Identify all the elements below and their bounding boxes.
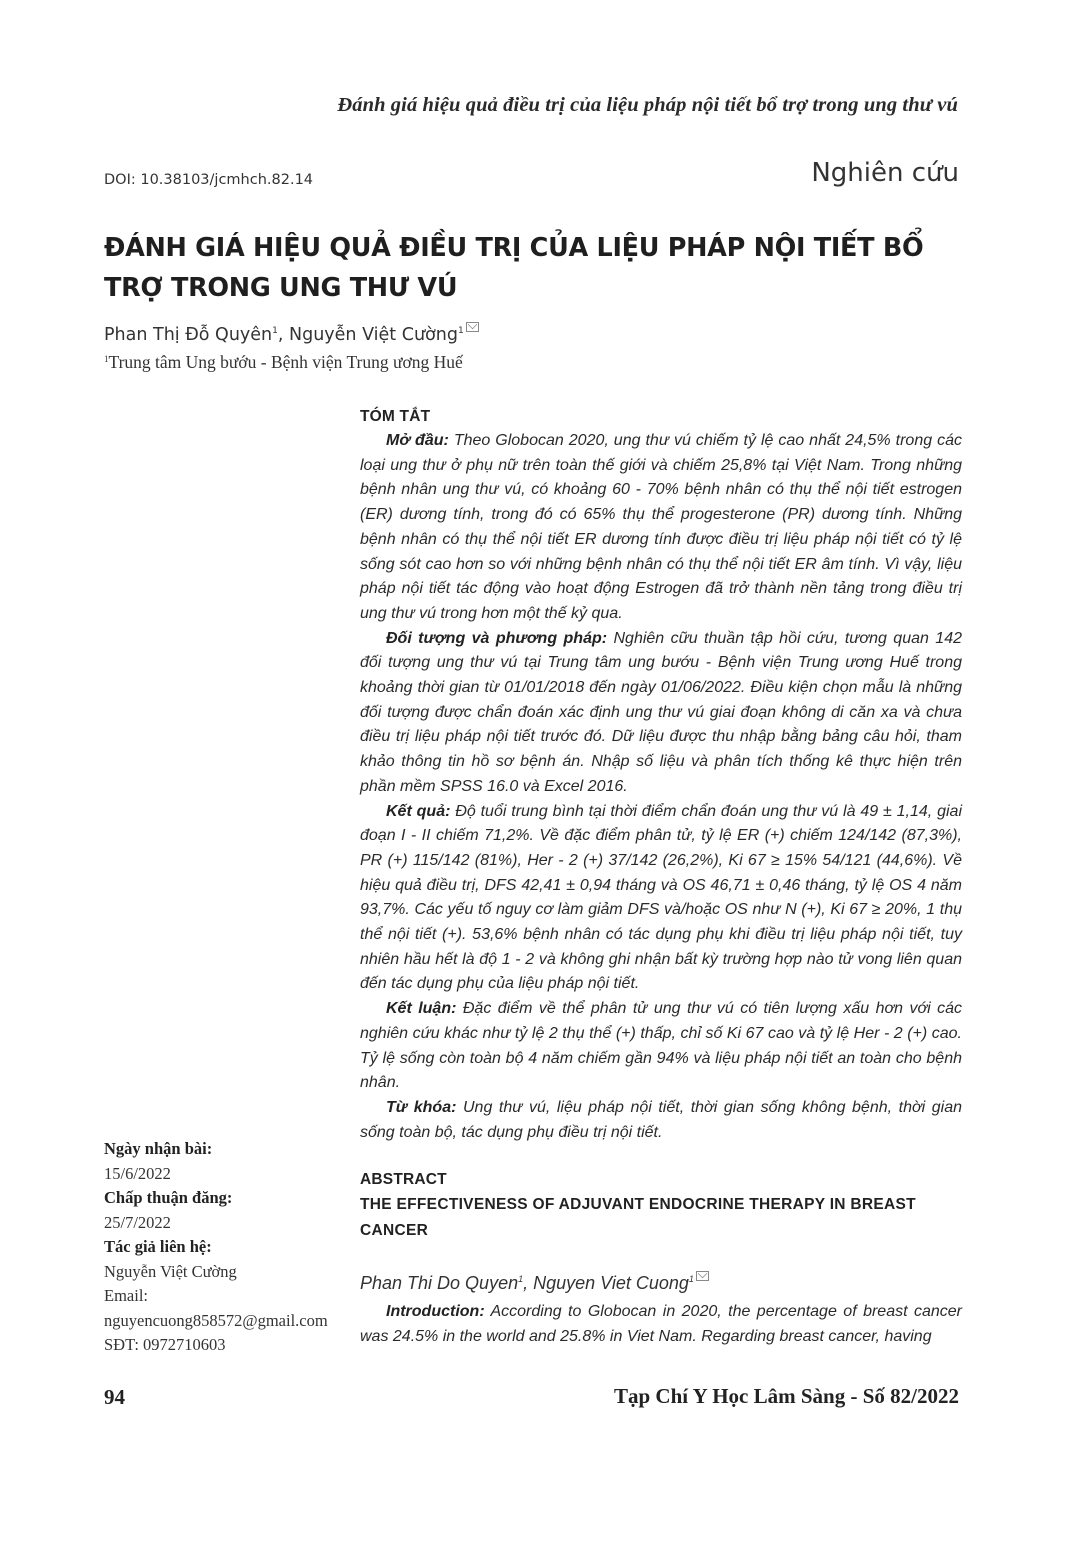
affiliation-marker: 1 bbox=[457, 326, 464, 336]
affiliation-marker: 1 bbox=[518, 1274, 524, 1285]
accepted-label: Chấp thuận đăng: bbox=[104, 1188, 233, 1207]
doi-link[interactable]: DOI: 10.38103/jcmhch.82.14 bbox=[104, 172, 314, 188]
article-metadata-sidebar bbox=[104, 1137, 354, 1358]
section-text: Theo Globocan 2020, ung thư vú chiếm tỷ lệ cao nhất 24,5% trong các loại ung thư ở phụ nữ trên toàn thế giới và chiếm 25,8% tại Việt Nam. Trong những bệnh nhân ung thư vú, có khoảng 60 - 70% bệnh nhân có thụ thể nội tiết estrogen (ER) dương tính, trong đó có 65% thụ thể progesterone (PR) dương tính. Những bệnh nhân có thụ thể nội tiết ER dương tính được điều trị liệu pháp nội tiết có tỷ lệ sống sót cao hơn so với những bệnh nhân có thụ thể nội tiết ER âm tính. Vì vậy, liệu pháp nội tiết tác động vào hoạt động Estrogen đã trở thành nền tảng trong điều trị ung thư vú trong hơn một thế kỷ qua. bbox=[360, 432, 963, 622]
affiliation bbox=[104, 352, 463, 373]
summary-section-conclusion bbox=[360, 997, 962, 1096]
email-link[interactable]: nguyencuong858572@gmail.com bbox=[104, 1310, 328, 1330]
section-text: Nghiên cữu thuần tập hồi cứu, tương quan 142 đối tượng ung thư vú tại Trung tâm ung bướu - Bệnh viện Trung ương Huế trong khoảng thời gian từ 01/01/2018 đến ngày 01/06/2022. Điều kiện chọn mẫu là những đối tượng được chẩn đoán xác định ung thư vú giai đoạn không di căn xa và chưa điều trị liệu pháp nội tiết trước đó. Dữ liệu được thu nhập bằng bảng câu hỏi, tham khảo thông tin hồ sơ bệnh án. Nhập số liệu và phân tích thống kê thực hiện trên phần mềm SPSS 16.0 và Excel 2016. bbox=[360, 629, 962, 795]
page-number: 94 bbox=[104, 1385, 125, 1409]
envelope-icon[interactable] bbox=[466, 322, 479, 332]
summary-section-methods bbox=[360, 627, 962, 800]
abstract-heading: ABSTRACT bbox=[360, 1171, 447, 1189]
accepted-date: 25/7/2022 bbox=[104, 1212, 171, 1232]
journal-name: Tạp Chí Y Học Lâm Sàng - Số 82/2022 bbox=[614, 1384, 959, 1408]
section-label: Đối tượng và phương pháp: bbox=[386, 629, 608, 647]
section-label: Từ khóa: bbox=[386, 1098, 457, 1116]
author-name: Nguyễn Việt Cường bbox=[289, 325, 458, 345]
section-label: Kết quả: bbox=[386, 802, 451, 820]
affiliation-text: Trung tâm Ung bướu - Bệnh viện Trung ương Huế bbox=[108, 352, 463, 372]
contact-label: Tác giả liên hệ: bbox=[104, 1237, 212, 1256]
english-title: THE EFFECTIVENESS OF ADJUVANT ENDOCRINE THERAPY IN BREAST CANCER bbox=[360, 1196, 916, 1240]
section-label: Kết luận: bbox=[386, 1000, 457, 1018]
section-text: Đặc điểm về thể phân tử ung thư vú có tiên lượng xấu hơn với các nghiên cứu khác như tỷ lệ 2 thụ thể (+) thấp, chỉ số Ki 67 cao và tỷ lệ Her - 2 (+) cao. Tỷ lệ sống còn toàn bộ 4 năm chiếm gần 94% và liệu pháp nội tiết an toàn cho bệnh nhân. bbox=[360, 1000, 963, 1092]
abstract-section-introduction bbox=[360, 1300, 962, 1349]
summary-section-introduction bbox=[360, 429, 962, 627]
section-label: Mở đầu: bbox=[386, 432, 449, 449]
envelope-icon[interactable] bbox=[696, 1271, 709, 1281]
article-title: ĐÁNH GIÁ HIỆU QUẢ ĐIỀU TRỊ CỦA LIỆU PHÁP NỘI TIẾT BỔ TRỢ TRONG UNG THƯ VÚ bbox=[104, 233, 924, 303]
received-date: 15/6/2022 bbox=[104, 1163, 171, 1183]
section-label: Introduction: bbox=[386, 1303, 485, 1321]
author-name: Phan Thị Đỗ Quyên bbox=[104, 325, 273, 345]
section-text: Độ tuổi trung bình tại thời điểm chẩn đoán ung thư vú là 49 ± 1,14, giai đoạn I - II chiếm 71,2%. Về đặc điểm phân tử, tỷ lệ ER (+) chiếm 124/142 (87,3%), PR (+) 115/142 (81%), Her - 2 (+) 37/142 (26,2%), Ki 67 ≥ 15% 54/121 (44,6%). Về hiệu quả điều trị, DFS 42,41 ± 0,94 tháng và OS 46,71 ± 0,46 tháng, tỷ lệ OS 4 năm 93,7%. Các yếu tố nguy cơ làm giảm DFS và/hoặc OS như N (+), Ki 67 ≥ 20%, 1 thụ thể nội tiết (+). 53,6% bệnh nhân có tác dụng phụ khi điều trị liệu pháp nội tiết, tuy nhiên hầu hết là độ 1 - 2 và không ghi nhận bất kỳ trường hợp nào tử vong liên quan đến tác dụng phụ của liệu pháp nội tiết. bbox=[360, 802, 963, 993]
running-head: Đánh giá hiệu quả điều trị của liệu pháp nội tiết bổ trợ trong ung thư vú bbox=[337, 94, 958, 116]
author-separator: , bbox=[277, 325, 290, 345]
section-text: According to Globocan in 2020, the percentage of breast cancer was 24.5% in the world and 25.8% in Viet Nam. Regarding breast cancer, having bbox=[360, 1303, 962, 1346]
summary-heading: TÓM TẮT bbox=[360, 408, 431, 425]
summary-section-keywords bbox=[360, 1096, 962, 1145]
summary-section-results bbox=[360, 800, 962, 998]
section-text: Ung thư vú, liệu pháp nội tiết, thời gian sống không bệnh, thời gian sống toàn bộ, tác dụng phụ điều trị nội tiết. bbox=[360, 1098, 963, 1141]
email-label: Email: bbox=[104, 1286, 148, 1305]
english-author-list bbox=[360, 1266, 962, 1296]
author-name: Nguyen Viet Cuong bbox=[533, 1273, 689, 1294]
section-type-label: Nghiên cứu bbox=[811, 158, 959, 188]
affiliation-marker: 1 bbox=[104, 354, 109, 364]
author-separator: , bbox=[523, 1273, 534, 1294]
phone-number: SĐT: 0972710603 bbox=[104, 1335, 226, 1354]
author-list bbox=[104, 322, 479, 345]
author-name: Phan Thi Do Quyen bbox=[360, 1273, 519, 1294]
affiliation-marker: 1 bbox=[688, 1274, 694, 1285]
abstract-column bbox=[360, 405, 962, 1350]
received-label: Ngày nhận bài: bbox=[104, 1139, 213, 1158]
affiliation-marker: 1 bbox=[272, 326, 278, 336]
contact-name: Nguyễn Việt Cường bbox=[104, 1261, 237, 1281]
